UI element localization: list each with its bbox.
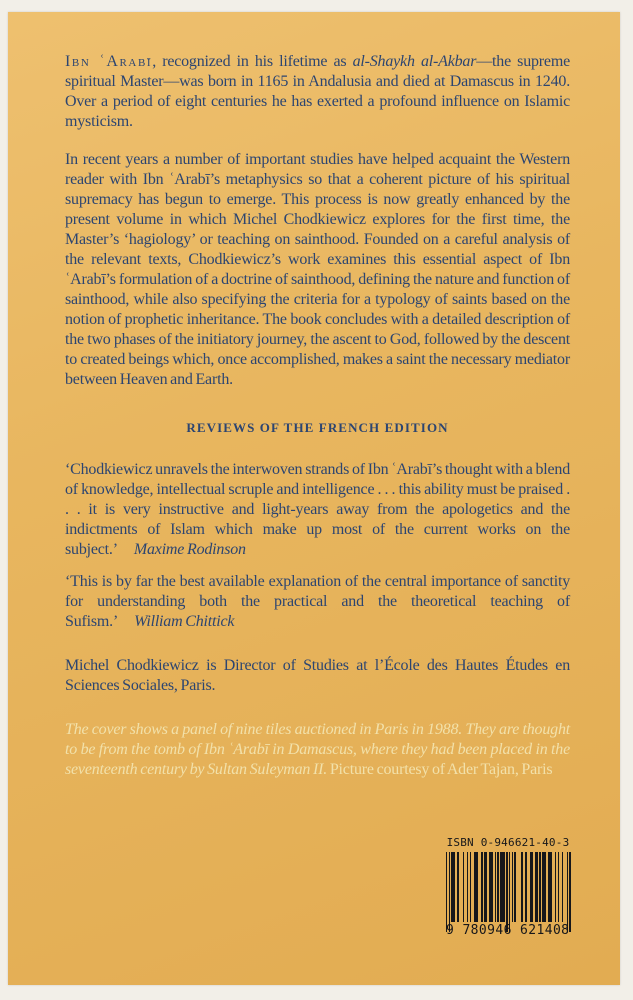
isbn-label: ISBN 0-946621-40-3 (446, 836, 570, 849)
author-name-smallcaps: Ibn ʿArabī (65, 53, 153, 70)
barcode-digits: 9 780946 621408 (446, 923, 570, 938)
intro-text: , recognized in his lifetime as (152, 53, 353, 70)
review-quote-rodinson (65, 460, 570, 560)
arabic-honorific-italic: al-Shaykh al-Akbar (352, 53, 477, 70)
reviewer-name: William Chittick (134, 613, 235, 630)
cover-text-block (8, 12, 620, 780)
author-bio: Michel Chodkiewicz is Director of Studies at l’École des Hautes Études en Sciences Sociales, Paris. (65, 657, 570, 694)
review-quote-chittick (65, 572, 570, 632)
barcode-block (446, 836, 570, 938)
reviews-heading: REVIEWS OF THE FRENCH EDITION (186, 420, 449, 435)
synopsis-paragraph: In recent years a number of important studies have helped acquaint the Western reader with Ibn ʿArabī’s metaphysics so that a coherent picture of his spiritual supremacy has begun to emerge. This process is now greatly enhanced by the present volume in which Michel Chodkiewicz explores for the first time, the Master’s ‘hagiology’ or teaching on sainthood. Founded on a careful analysis of the relevant texts, Chodkiewicz’s work examines this essential aspect of Ibn ʿArabī’s formulation of a doctrine of sainthood, defining the nature and function of sainthood, while also specifying the criteria for a typology of saints based on the notion of prophetic inheritance. The book concludes with a detailed description of the two phases of the initiatory journey, the ascent to God, followed by the descent to created beings which, once accomplished, makes a saint the necessary mediator between Heaven and Earth. (65, 151, 570, 388)
book-back-cover (8, 12, 620, 985)
intro-paragraph (65, 52, 570, 132)
review-text: ‘Chodkiewicz unravels the interwoven strands of Ibn ʿArabī’s thought with a blend of knowledge, intellectual scruple and intelligence . . . this ability must be praised . . . it is very instructive and light-years away from the apologetics and the indictments of Islam which make up most of the current works on the subject.’ (65, 461, 570, 558)
cover-note-credit: Picture courtesy of Ader Tajan, Paris (327, 761, 553, 778)
cover-illustration-note (65, 720, 570, 780)
review-text: ‘This is by far the best available explanation of the central importance of sanctity for understanding both the practical and the theoretical teaching of Sufism.’ (65, 573, 570, 630)
barcode-bars (446, 852, 570, 922)
reviewer-name: Maxime Rodinson (133, 541, 246, 558)
cover-note-italic: The cover shows a panel of nine tiles auctioned in Paris in 1988. They are thought to be from the tomb of Ibn ʿArabī in Damascus, where they had been placed in the seventeenth century by Sultan Suleyman II. (65, 721, 570, 778)
intro-text-rest: —the supreme spiritual Master—was born in 1165 in Andalusia and died at Damascus in 1240. Over a period of eight centuries he has exerted a profound influence on Islamic mysticism. (65, 53, 570, 130)
